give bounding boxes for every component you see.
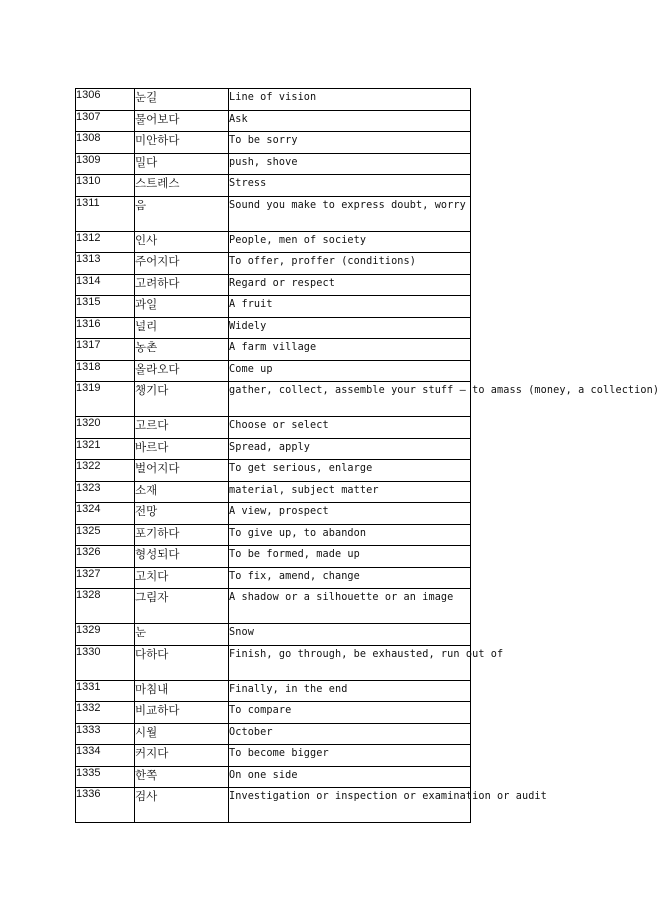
korean-word: 고려하다	[135, 274, 229, 296]
english-meaning: October	[229, 723, 471, 745]
korean-word: 눈길	[135, 89, 229, 111]
korean-word: 그림자	[135, 589, 229, 624]
english-meaning: Finish, go through, be exhausted, run out of	[229, 645, 471, 680]
english-meaning: material, subject matter	[229, 481, 471, 503]
entry-number: 1336	[76, 788, 135, 823]
korean-word: 시월	[135, 723, 229, 745]
table-row	[76, 296, 471, 318]
english-meaning: A farm village	[229, 339, 471, 361]
table-row	[76, 546, 471, 568]
english-meaning: Stress	[229, 175, 471, 197]
entry-number: 1310	[76, 175, 135, 197]
entry-number: 1335	[76, 766, 135, 788]
korean-word: 미안하다	[135, 132, 229, 154]
english-meaning: On one side	[229, 766, 471, 788]
table-row	[76, 567, 471, 589]
entry-number: 1314	[76, 274, 135, 296]
table-row	[76, 481, 471, 503]
table-row	[76, 339, 471, 361]
table-row	[76, 417, 471, 439]
entry-number: 1307	[76, 110, 135, 132]
entry-number: 1308	[76, 132, 135, 154]
table-row	[76, 589, 471, 624]
entry-number: 1325	[76, 524, 135, 546]
table-row	[76, 745, 471, 767]
table-row	[76, 460, 471, 482]
entry-number: 1328	[76, 589, 135, 624]
korean-word: 형성되다	[135, 546, 229, 568]
table-row	[76, 317, 471, 339]
entry-number: 1323	[76, 481, 135, 503]
entry-number: 1309	[76, 153, 135, 175]
korean-word: 스트레스	[135, 175, 229, 197]
table-row	[76, 110, 471, 132]
table-row	[76, 702, 471, 724]
entry-number: 1326	[76, 546, 135, 568]
korean-word: 올라오다	[135, 360, 229, 382]
english-meaning: Come up	[229, 360, 471, 382]
entry-number: 1313	[76, 253, 135, 275]
entry-number: 1306	[76, 89, 135, 111]
entry-number: 1332	[76, 702, 135, 724]
korean-word: 바르다	[135, 438, 229, 460]
english-meaning: To be sorry	[229, 132, 471, 154]
english-meaning: To be formed, made up	[229, 546, 471, 568]
table-row	[76, 132, 471, 154]
english-meaning: To get serious, enlarge	[229, 460, 471, 482]
english-meaning: A fruit	[229, 296, 471, 318]
table-row	[76, 766, 471, 788]
korean-word: 한쪽	[135, 766, 229, 788]
korean-word: 마침내	[135, 680, 229, 702]
english-meaning: To fix, amend, change	[229, 567, 471, 589]
table-row	[76, 253, 471, 275]
korean-word: 커지다	[135, 745, 229, 767]
entry-number: 1317	[76, 339, 135, 361]
entry-number: 1324	[76, 503, 135, 525]
korean-word: 벌어지다	[135, 460, 229, 482]
korean-word: 널리	[135, 317, 229, 339]
vocabulary-table-body	[76, 89, 659, 823]
english-meaning: People, men of society	[229, 231, 471, 253]
entry-number: 1311	[76, 196, 135, 231]
korean-word: 소재	[135, 481, 229, 503]
korean-word: 고치다	[135, 567, 229, 589]
table-row	[76, 360, 471, 382]
table-row	[76, 788, 471, 823]
entry-number: 1331	[76, 680, 135, 702]
entry-number: 1312	[76, 231, 135, 253]
korean-word: 농촌	[135, 339, 229, 361]
table-row	[76, 175, 471, 197]
korean-word: 과일	[135, 296, 229, 318]
english-meaning: Investigation or inspection or examination or audit	[229, 788, 471, 823]
table-row	[76, 723, 471, 745]
english-meaning: Sound you make to express doubt, worry	[229, 196, 471, 231]
table-row	[76, 89, 471, 111]
entry-number: 1320	[76, 417, 135, 439]
entry-number: 1316	[76, 317, 135, 339]
korean-word: 인사	[135, 231, 229, 253]
korean-word: 검사	[135, 788, 229, 823]
korean-word: 눈	[135, 624, 229, 646]
korean-word: 물어보다	[135, 110, 229, 132]
korean-word: 고르다	[135, 417, 229, 439]
korean-word: 비교하다	[135, 702, 229, 724]
entry-number: 1333	[76, 723, 135, 745]
korean-word: 밀다	[135, 153, 229, 175]
english-meaning: To give up, to abandon	[229, 524, 471, 546]
english-meaning: gather, collect, assemble your stuff — to amass (money, a collection)	[229, 382, 471, 417]
english-meaning: push, shove	[229, 153, 471, 175]
table-row	[76, 524, 471, 546]
vocabulary-table	[75, 88, 659, 823]
english-meaning: To compare	[229, 702, 471, 724]
english-meaning: A shadow or a silhouette or an image	[229, 589, 471, 624]
table-row	[76, 196, 471, 231]
korean-word: 전망	[135, 503, 229, 525]
english-meaning: Widely	[229, 317, 471, 339]
table-row	[76, 274, 471, 296]
entry-number: 1315	[76, 296, 135, 318]
table-row	[76, 680, 471, 702]
korean-word: 음	[135, 196, 229, 231]
entry-number: 1330	[76, 645, 135, 680]
entry-number: 1318	[76, 360, 135, 382]
korean-word: 다하다	[135, 645, 229, 680]
table-row	[76, 231, 471, 253]
english-meaning: Finally, in the end	[229, 680, 471, 702]
entry-number: 1334	[76, 745, 135, 767]
table-row	[76, 382, 471, 417]
korean-word: 주어지다	[135, 253, 229, 275]
english-meaning: Choose or select	[229, 417, 471, 439]
table-row	[76, 503, 471, 525]
english-meaning: To become bigger	[229, 745, 471, 767]
english-meaning: A view, prospect	[229, 503, 471, 525]
table-row	[76, 645, 471, 680]
english-meaning: Spread, apply	[229, 438, 471, 460]
korean-word: 포기하다	[135, 524, 229, 546]
entry-number: 1321	[76, 438, 135, 460]
english-meaning: To offer, proffer (conditions)	[229, 253, 471, 275]
english-meaning: Snow	[229, 624, 471, 646]
english-meaning: Ask	[229, 110, 471, 132]
table-row	[76, 438, 471, 460]
english-meaning: Regard or respect	[229, 274, 471, 296]
table-row	[76, 624, 471, 646]
korean-word: 챙기다	[135, 382, 229, 417]
entry-number: 1329	[76, 624, 135, 646]
entry-number: 1327	[76, 567, 135, 589]
entry-number: 1322	[76, 460, 135, 482]
entry-number: 1319	[76, 382, 135, 417]
english-meaning: Line of vision	[229, 89, 471, 111]
table-row	[76, 153, 471, 175]
